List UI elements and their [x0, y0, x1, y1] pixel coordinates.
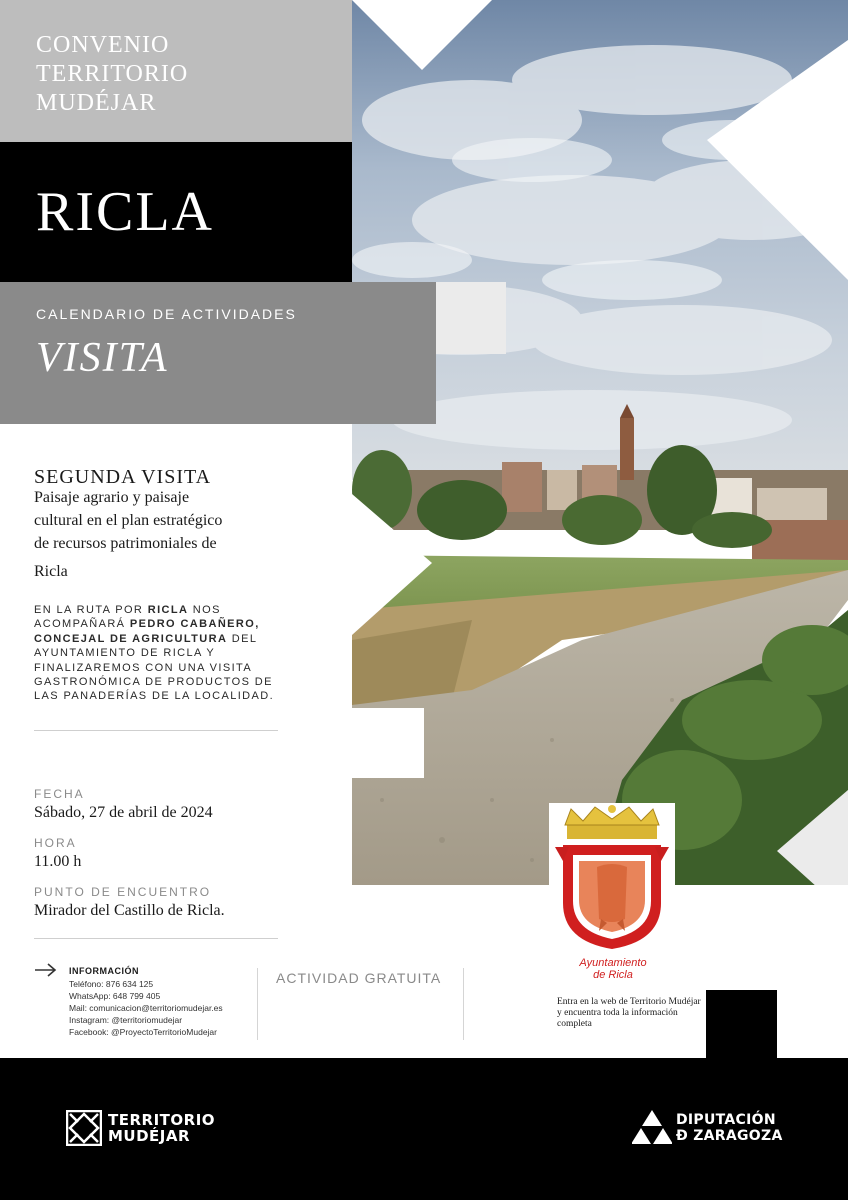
punto-value: Mirador del Castillo de Ricla.: [34, 902, 225, 919]
web-note: Entra en la web de Territorio Mudéjar y encuentra toda la información completa: [557, 997, 701, 1029]
dz-line-1: DIPUTACIÓN: [676, 1112, 776, 1128]
diputacion-zaragoza-wordmark: [676, 1112, 783, 1144]
activity-type-title: VISITA: [36, 335, 169, 381]
info-separator: [463, 968, 464, 1040]
ayuntamiento-coat-of-arms: [549, 803, 675, 979]
info-instagram[interactable]: Instagram: @territoriomudejar: [69, 1015, 183, 1025]
convenio-header: [0, 0, 352, 142]
town-title-block: [0, 142, 352, 282]
event-subtitle-line-3: de recursos patrimoniales de: [34, 535, 217, 552]
desc-bold-2: PEDRO CABAÑERO, CONCEJAL DE AGRICULTURA: [34, 618, 260, 645]
town-title: RICLA: [36, 181, 214, 243]
decorative-square: [436, 282, 506, 354]
info-whatsapp: WhatsApp: 648 799 405: [69, 991, 161, 1001]
info-facebook[interactable]: Facebook: @ProyectoTerritorioMudejar: [69, 1027, 217, 1037]
event-subtitle-line-1: Paisaje agrario y paisaje: [34, 489, 190, 506]
shield-caption-line-2: de Ricla: [593, 969, 633, 981]
free-activity-label: ACTIVIDAD GRATUITA: [276, 970, 442, 986]
territorio-mudejar-wordmark: [108, 1112, 215, 1144]
hora-label: HORA: [34, 836, 77, 850]
event-description: [34, 603, 284, 704]
decorative-black-tab: [706, 990, 777, 1060]
divider: [34, 730, 278, 731]
shield-caption-line-1: Ayuntamiento: [579, 957, 647, 969]
desc-part-3: DEL AYUNTAMIENTO DE RICLA Y FINALIZAREMOS CON UNA VISITA GASTRONÓMICA DE PRODUCTOS DE LAS PANADERÍAS DE LA LOCALIDAD.: [34, 632, 275, 703]
territorio-mudejar-logo-icon: [66, 1110, 102, 1146]
info-phone: Teléfono: 876 634 125: [69, 979, 154, 989]
punto-label: PUNTO DE ENCUENTRO: [34, 885, 212, 899]
convenio-line-1: CONVENIO: [36, 32, 170, 58]
info-heading: INFORMACIÓN: [69, 966, 139, 976]
diputacion-zaragoza-logo-icon: [632, 1108, 672, 1146]
calendar-label: CALENDARIO DE ACTIVIDADES: [36, 306, 297, 322]
tm-line-2: MUDÉJAR: [108, 1127, 191, 1145]
desc-part-1: EN LA RUTA POR: [34, 604, 148, 616]
fecha-label: FECHA: [34, 787, 85, 801]
event-subtitle-line-2: cultural en el plan estratégico: [34, 512, 223, 529]
event-subtitle-line-4: Ricla: [34, 563, 68, 580]
event-heading: SEGUNDA VISITA: [34, 466, 212, 488]
convenio-line-2: TERRITORIO: [36, 61, 189, 87]
ricla-landscape-photo: [352, 0, 848, 885]
info-separator: [257, 968, 258, 1040]
tm-line-1: TERRITORIO: [108, 1111, 216, 1129]
fecha-value: Sábado, 27 de abril de 2024: [34, 804, 213, 821]
dz-line-2: Ð ZARAGOZA: [676, 1128, 783, 1144]
desc-bold-1: RICLA: [147, 604, 189, 616]
calendar-block: [0, 282, 436, 424]
info-mail[interactable]: Mail: comunicacion@territoriomudejar.es: [69, 1003, 223, 1013]
hora-value: 11.00 h: [34, 853, 82, 870]
convenio-line-3: MUDÉJAR: [36, 90, 157, 116]
shield-caption: [572, 957, 654, 981]
arrow-right-icon: [34, 962, 58, 978]
divider: [34, 938, 278, 939]
desc-part-2: NOS ACOMPAÑARÁ: [34, 604, 221, 631]
